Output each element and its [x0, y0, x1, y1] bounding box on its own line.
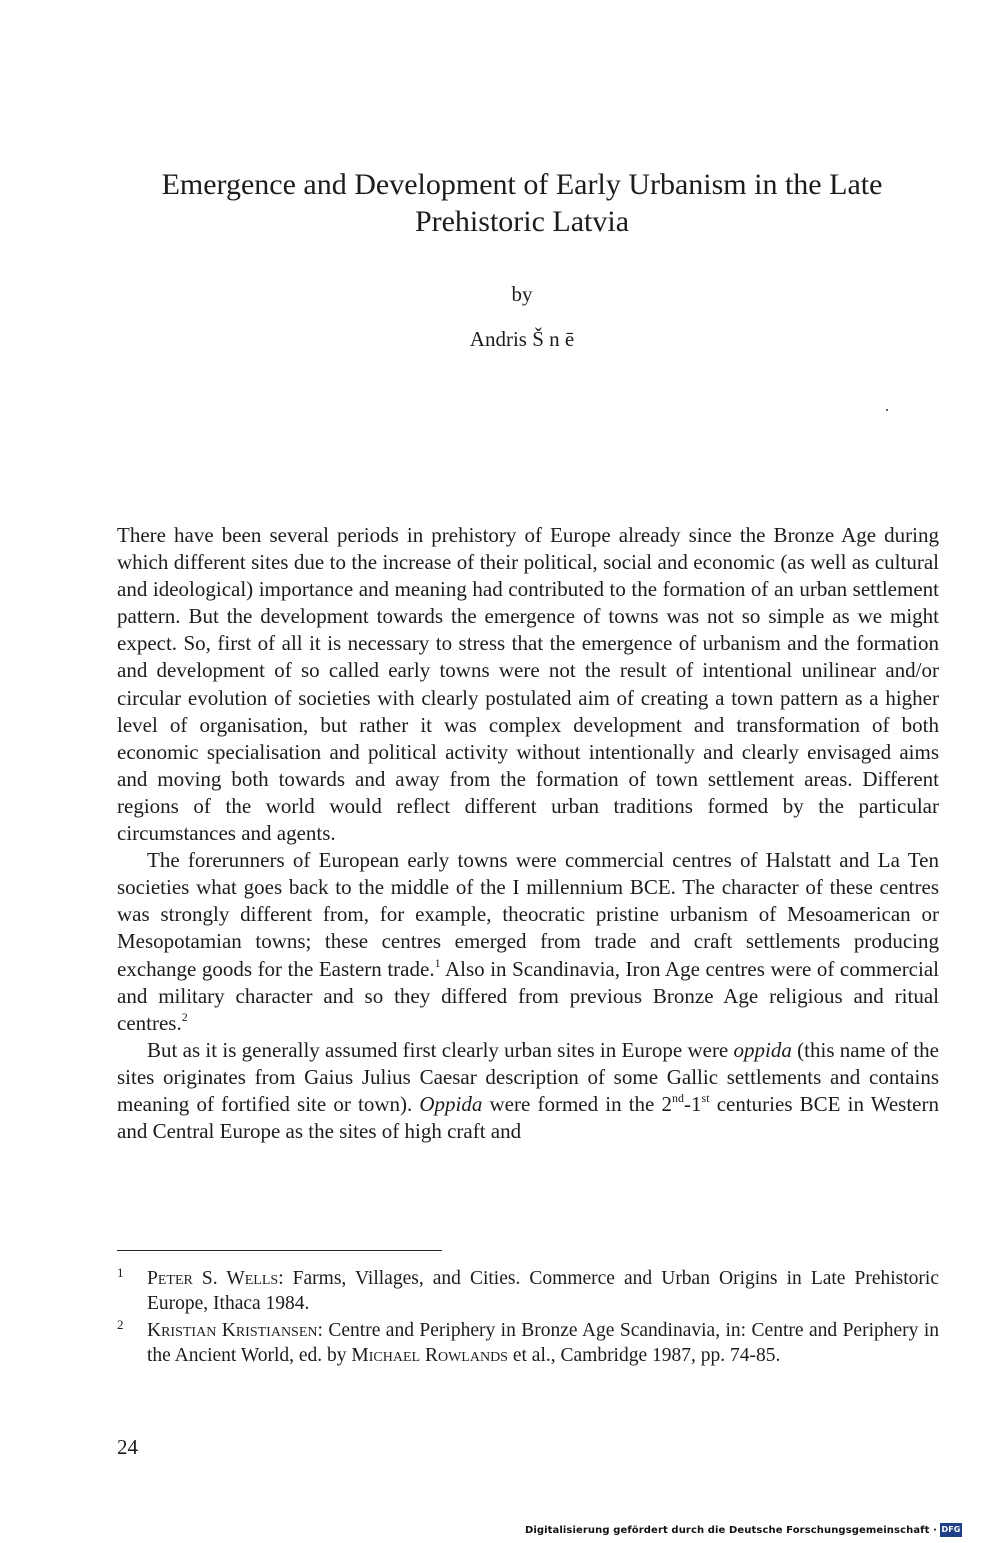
- paragraph-2: [117, 847, 939, 1037]
- paragraph-3-part-d: -1: [684, 1091, 702, 1116]
- footnote-2-author: Kristian Kristiansen: [147, 1320, 318, 1341]
- page-number: 24: [117, 1435, 138, 1459]
- footnote-2: [117, 1318, 939, 1368]
- footnotes: [117, 1266, 939, 1370]
- byline-by: by: [511, 282, 533, 306]
- footnote-2-editor: Michael Rowlands: [351, 1345, 508, 1366]
- oppida-term-2: Oppida: [419, 1091, 483, 1116]
- paragraph-3-part-e: centuries BCE in Western and Central Europe as the sites of high craft and: [117, 1091, 939, 1144]
- ordinal-nd: nd: [672, 1090, 685, 1105]
- footnote-1-text: : Farms, Villages, and Cities. Commerce and Urban Origins in Late Prehistoric Europe, Ithaca 1984.: [147, 1268, 940, 1314]
- digitization-notice-text: Digitalisierung gefördert durch die Deutsche Forschungsgemeinschaft ·: [524, 1524, 937, 1536]
- footnote-ref-2[interactable]: 2: [181, 1009, 188, 1024]
- footnote-2-text-b: et al., Cambridge 1987, pp. 74-85.: [507, 1345, 781, 1366]
- ordinal-st: st: [701, 1090, 710, 1105]
- paragraph-1: There have been several periods in prehistory of Europe already since the Bronze Age during which different sites due to the increase of their political, social and economic (as well as cultural and ideological) importance and meaning had contributed to the formation of an urban settlement pattern. But the development towards the emergence of towns was not so simple as we might expect. So, first of all it is necessary to stress that the emergence of urbanism and the formation and development of so called early towns were not the result of intentional unilinear and/or circular evolution of societies with clearly postulated aim of creating a town pattern as a higher level of organisation, but rather it was complex development and transformation of both economic specialisation and political activity without intentionally and clearly envisaged aims and moving both towards and away from the formation of town settlement areas. Different regions of the world would reflect different urban traditions formed by the particular circumstances and agents.: [117, 523, 939, 846]
- author-name: Andris Š n ē: [469, 327, 575, 351]
- oppida-term: oppida: [733, 1037, 792, 1062]
- paragraph-3-part-a: But as it is generally assumed first clearly urban sites in Europe were: [147, 1037, 734, 1062]
- paragraph-3-part-c: were formed in the 2: [482, 1091, 673, 1116]
- footnote-number-2: 2: [117, 1317, 124, 1332]
- scan-speck: [886, 409, 888, 411]
- paragraph-2-part-b: Also in Scandinavia, Iron Age centres were of commercial and military character and so they differed from previous Bronze Age religious and ritual centres.: [117, 956, 939, 1035]
- digitization-notice: [525, 1523, 962, 1537]
- footnote-ref-1[interactable]: 1: [434, 955, 441, 970]
- footnote-number-1: 1: [117, 1265, 124, 1280]
- paragraph-3-part-b: (this name of the sites originates from Gaius Julius Caesar description of some Gallic settlements and contains meaning of fortified site or town).: [117, 1037, 939, 1116]
- footnote-separator: [117, 1250, 442, 1251]
- paragraph-2-part-a: The forerunners of European early towns were commercial centres of Halstatt and La Ten societies what goes back to the middle of the I millennium BCE. The character of these centres was strongly different from, for example, theocratic pristine urbanism of Mesoamerican or Mesopotamian towns; these centres emerged from trade and craft settlements producing exchange goods for the Eastern trade.: [117, 848, 939, 981]
- body-text: [117, 522, 939, 1145]
- footnote-2-text-a: : Centre and Periphery in Bronze Age Scandinavia, in: Centre and Periphery in the Ancient World, ed. by: [147, 1320, 940, 1366]
- dfg-logo-icon: DFG: [940, 1523, 962, 1537]
- footnote-1-author: Peter S. Wells: [147, 1268, 279, 1289]
- footnote-1: [117, 1266, 939, 1316]
- paragraph-3: [117, 1037, 939, 1145]
- article-title: Emergence and Development of Early Urbanism in the Late Prehistoric Latvia: [161, 168, 883, 238]
